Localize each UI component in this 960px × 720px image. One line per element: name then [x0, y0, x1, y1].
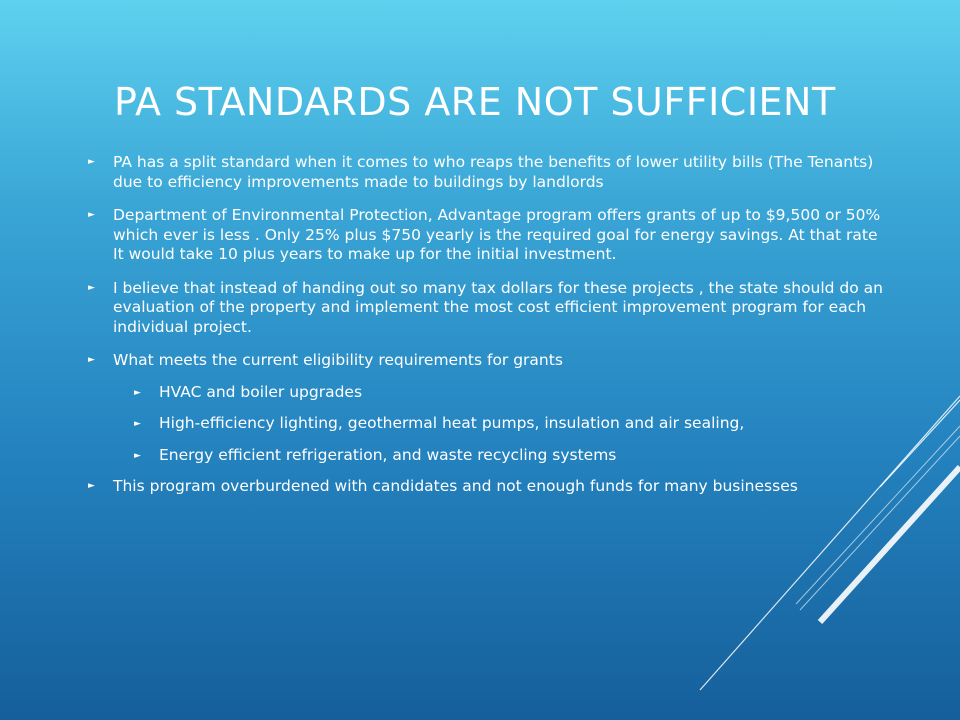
bullet-arrow-icon: ► — [134, 450, 141, 461]
bullet-arrow-icon: ► — [88, 157, 95, 167]
bullet-arrow-icon: ► — [88, 282, 95, 293]
sub-list-item — [134, 383, 888, 403]
list-item — [88, 477, 888, 497]
list-item-text: Department of Environmental Protection, Advantage program offers grants of up to $9,500 or 50% which ever is less . Only 25% plus $750 yearly is the required goal for energy savings. At that rate It would take 10 plus years to make up for the initial investment. — [113, 206, 881, 263]
list-item-text: High-efficiency lighting, geothermal heat pumps, insulation and air sealing, — [159, 414, 745, 432]
list-item-text: This program overburdened with candidates and not enough funds for many businesses — [113, 477, 798, 495]
list-item — [88, 153, 888, 192]
bullet-arrow-icon: ► — [134, 387, 141, 398]
list-item-text: I believe that instead of handing out so many tax dollars for these projects , the state should do an evaluation of the property and implement the most cost efficient improvement program for each individual project. — [113, 278, 883, 336]
list-item-text: What meets the current eligibility requirements for grants — [113, 351, 563, 369]
deco-line — [880, 400, 960, 487]
bullet-arrow-icon: ► — [88, 481, 95, 491]
list-item-text: HVAC and boiler upgrades — [159, 382, 363, 401]
list-item — [88, 351, 888, 371]
bullet-arrow-icon: ► — [88, 210, 95, 220]
list-item — [88, 279, 888, 338]
list-item-text: PA has a split standard when it comes to who reaps the benefits of lower utility bills (The Tenants) due to efficiency improvements made to buildings by landlords — [113, 153, 874, 191]
sub-list-item — [134, 446, 888, 466]
bullet-list — [88, 153, 888, 511]
bullet-arrow-icon: ► — [88, 355, 95, 365]
slide-title: PA STANDARDS ARE NOT SUFFICIENT — [114, 80, 836, 124]
list-item — [88, 206, 888, 265]
sub-list-item — [134, 414, 888, 434]
list-item-text: Energy efficient refrigeration, and waste recycling systems — [159, 445, 617, 464]
bullet-arrow-icon: ► — [134, 419, 141, 429]
